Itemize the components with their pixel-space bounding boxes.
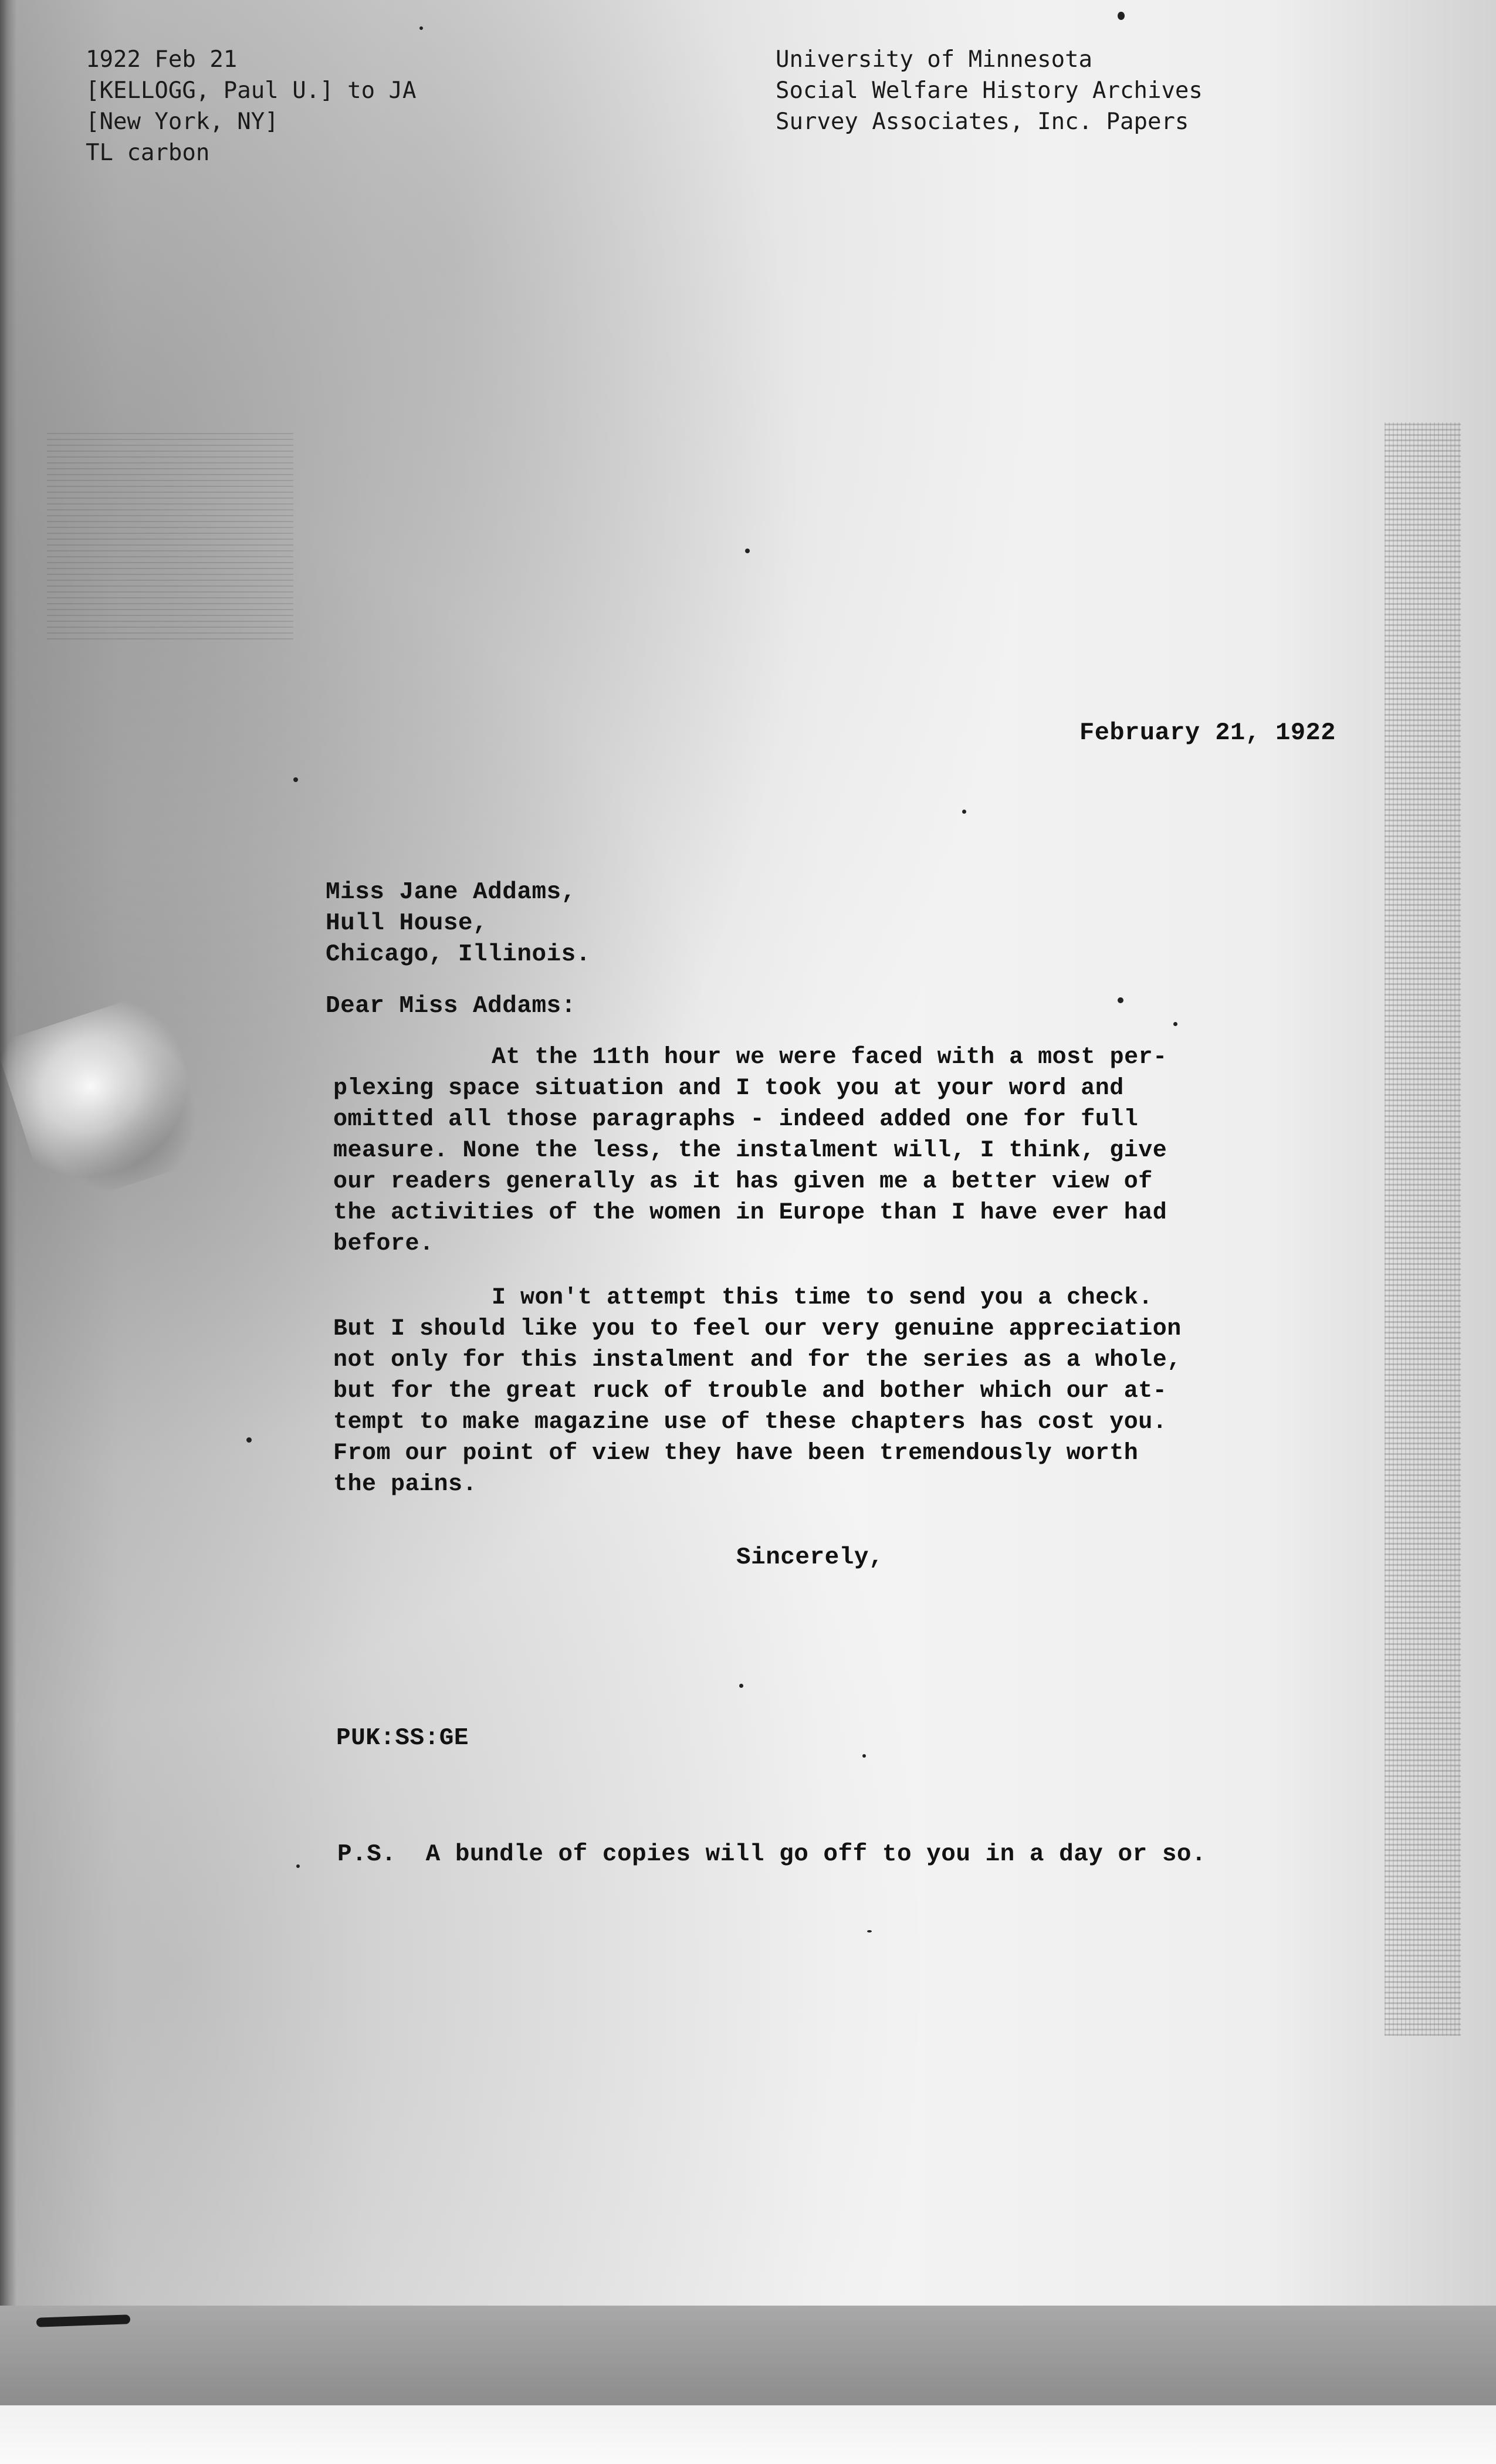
source-collection: Survey Associates, Inc. Papers: [776, 109, 1189, 135]
archive-source: [776, 44, 1203, 137]
body-paragraph: At the 11th hour we were faced with a most per- plexing space situation and I took you at your word and omitted all those paragraphs - indeed added one for full measure. None the less, the instalment will, I think, give our readers generally as it has given me a better view of the activities of the women in Europe than I have ever had before.: [333, 1044, 1167, 1257]
carbon-speckle-right-edge: [1385, 422, 1461, 2036]
recipient-address: [326, 877, 591, 970]
citation-place: [New York, NY]: [86, 109, 279, 135]
body-paragraph: I won't attempt this time to send you a check. But I should like you to feel our very genuine appreciation not only for this instalment and for the series as a whole, but for the great ruck of trouble and bother which our at- tempt to make magazine use of these chapters has cost you. From our point of view they have been tremendously worth the pains.: [333, 1285, 1182, 1498]
paper-smudge: [0, 983, 233, 1210]
reference-initials: PUK:SS:GE: [336, 1725, 469, 1752]
postscript: P.S. A bundle of copies will go off to you in a day or so.: [337, 1841, 1207, 1868]
citation-author: [KELLOGG, Paul U.] to JA: [86, 77, 417, 104]
address-line: Hull House,: [326, 910, 488, 937]
salutation: Dear Miss Addams:: [326, 993, 576, 1020]
citation-type: TL carbon: [86, 140, 210, 166]
carbon-speckle-top-left: [47, 428, 293, 639]
archive-citation: [86, 44, 417, 168]
scan-shadow-bottom: [0, 2306, 1496, 2405]
letter-date: February 21, 1922: [1079, 719, 1336, 747]
address-line: Chicago, Illinois.: [326, 941, 591, 968]
source-archive: Social Welfare History Archives: [776, 77, 1203, 104]
address-line: Miss Jane Addams,: [326, 879, 576, 906]
scan-margin-bottom: [0, 2405, 1496, 2464]
source-university: University of Minnesota: [776, 46, 1093, 73]
citation-date: 1922 Feb 21: [86, 46, 238, 73]
closing: Sincerely,: [736, 1544, 884, 1571]
